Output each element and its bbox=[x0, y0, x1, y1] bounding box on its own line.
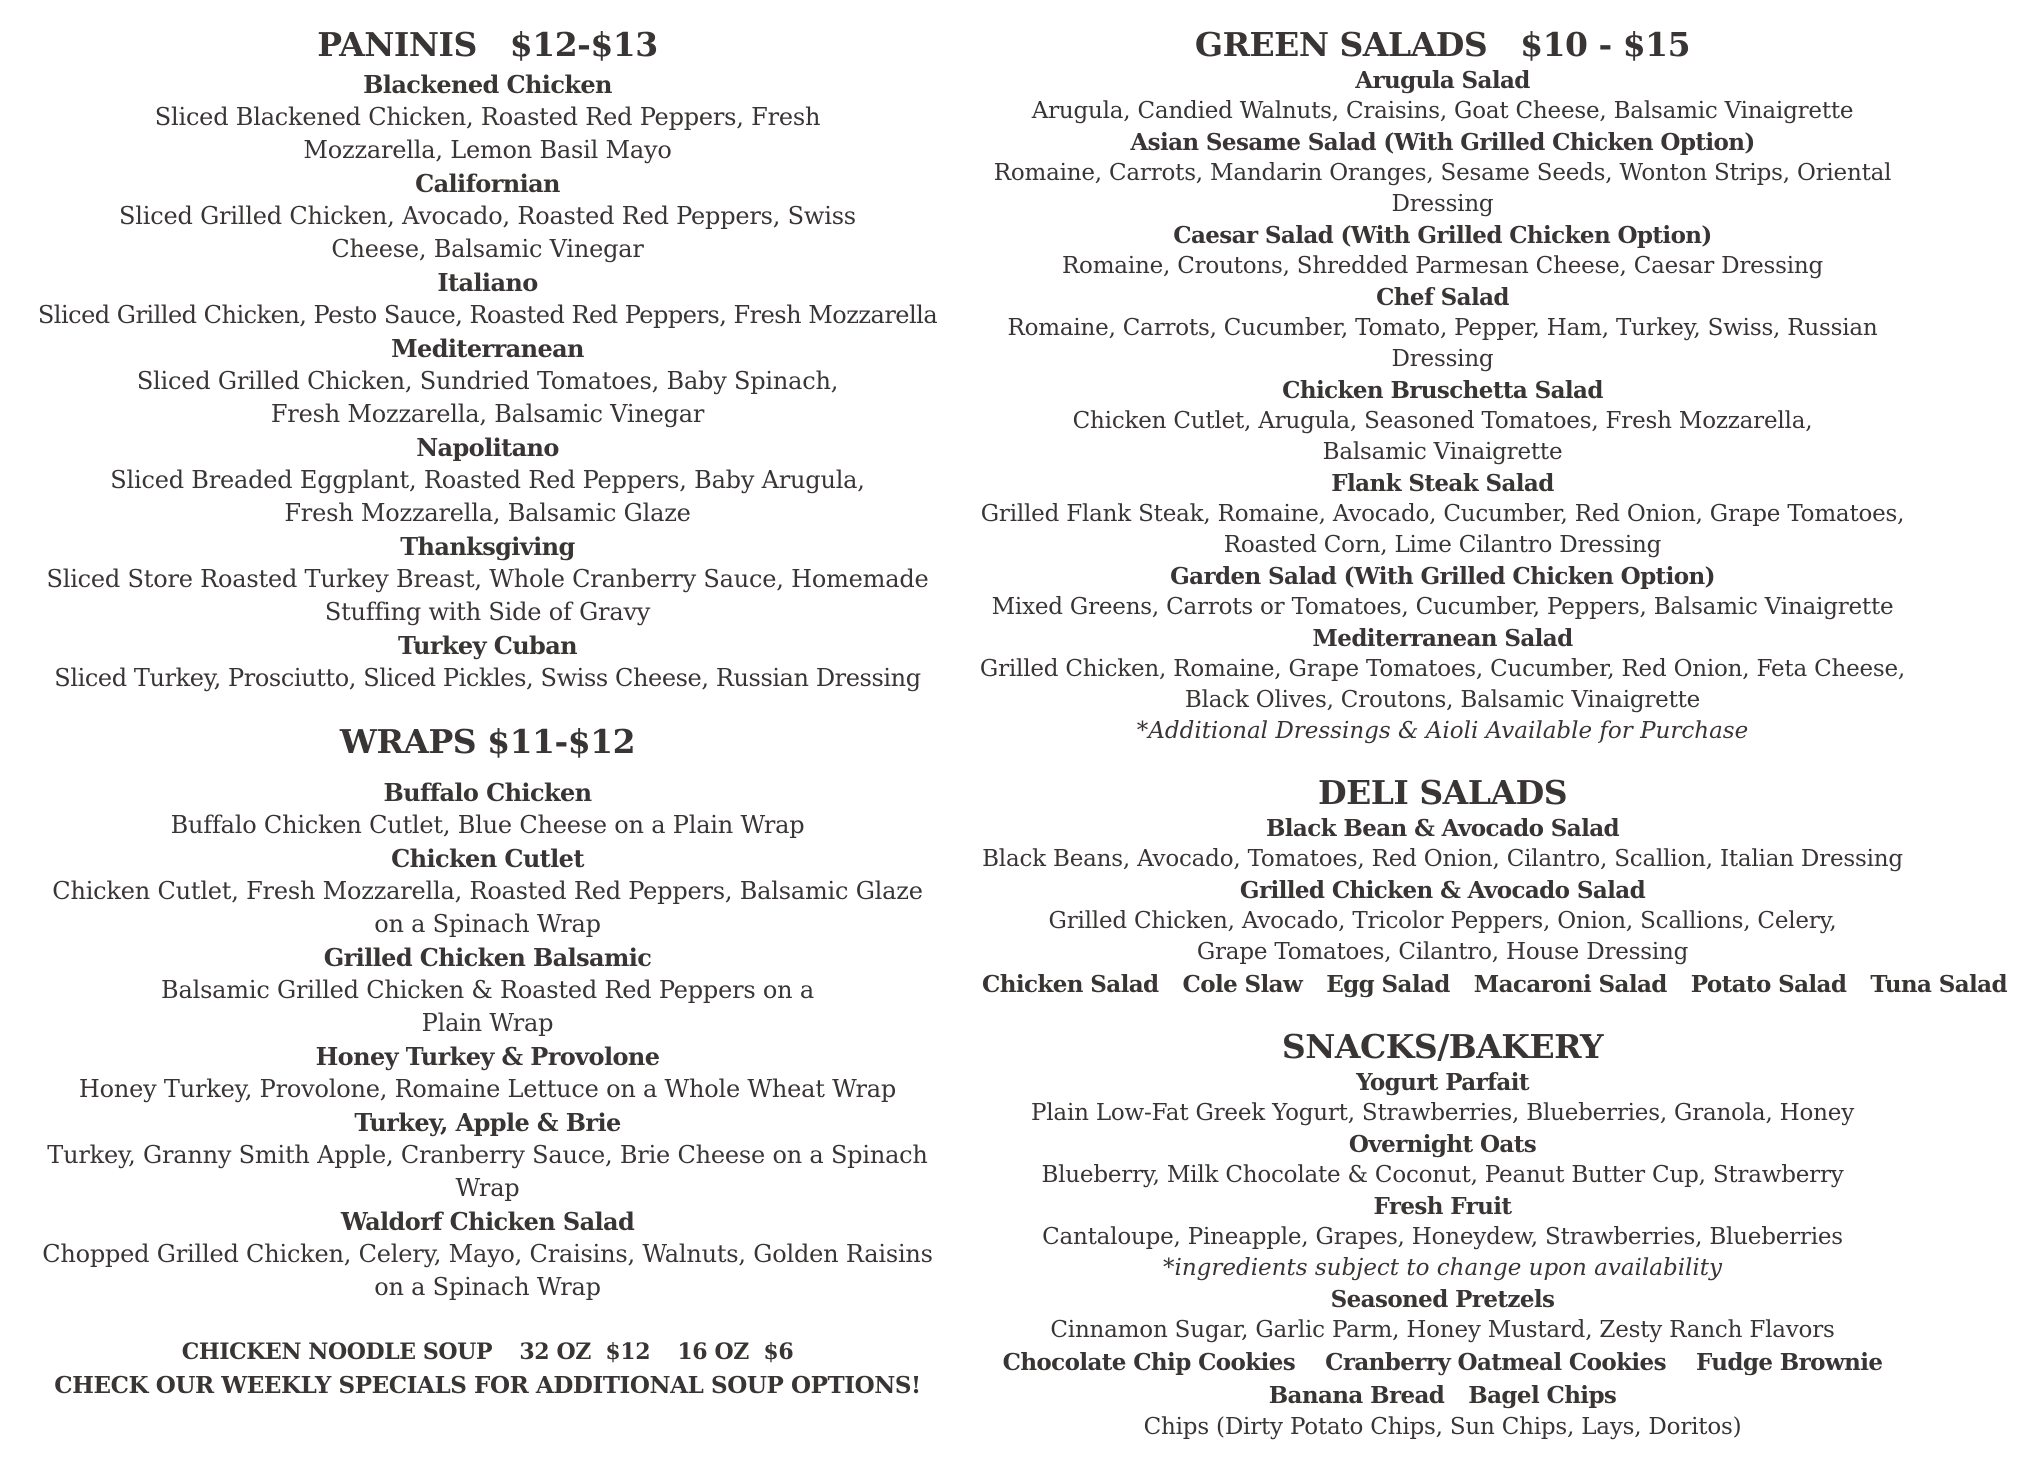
menu-item-name: Mediterranean bbox=[391, 334, 584, 363]
menu-item-name: Chicken Cutlet bbox=[391, 844, 584, 873]
menu-item-name: Blackened Chicken bbox=[363, 70, 612, 99]
green-salads-title: GREEN SALADS $10 - $15 bbox=[1194, 25, 1691, 64]
deli-extra-item: Egg Salad bbox=[1326, 971, 1450, 998]
soup-size-small: 16 OZ $6 bbox=[677, 1339, 794, 1365]
menu-item-name: Thanksgiving bbox=[400, 532, 575, 561]
menu-item-desc: Grilled Chicken, Avocado, Tricolor Peppers, Onion, Scallions, Celery, Grape Tomatoes, Cilantro, House Dressing bbox=[1048, 908, 1837, 965]
menu-item-name: Napolitano bbox=[416, 433, 559, 462]
menu-item-desc: Sliced Turkey, Prosciutto, Sliced Pickles, Swiss Cheese, Russian Dressing bbox=[54, 664, 921, 692]
menu-item-desc: Cantaloupe, Pineapple, Grapes, Honeydew, Strawberries, Blueberries bbox=[1042, 1224, 1843, 1250]
soup-section bbox=[30, 1335, 945, 1403]
dressings-note: *Additional Dressings & Aioli Available for Purchase bbox=[1136, 718, 1749, 744]
menu-item-desc: Sliced Blackened Chicken, Roasted Red Peppers, Fresh Mozzarella, Lemon Basil Mayo bbox=[154, 103, 821, 164]
menu-item-desc: Romaine, Croutons, Shredded Parmesan Cheese, Caesar Dressing bbox=[1061, 253, 1824, 279]
menu-item-desc: Romaine, Carrots, Mandarin Oranges, Sesame Seeds, Wonton Strips, Oriental Dressing bbox=[993, 160, 1892, 217]
menu-item-desc: Sliced Grilled Chicken, Pesto Sauce, Roasted Red Peppers, Fresh Mozzarella bbox=[37, 301, 938, 329]
menu-item-desc: Blueberry, Milk Chocolate & Coconut, Peanut Butter Cup, Strawberry bbox=[1041, 1162, 1844, 1188]
menu-item-desc: Honey Turkey, Provolone, Romaine Lettuce on a Whole Wheat Wrap bbox=[78, 1075, 897, 1103]
wraps-section bbox=[30, 722, 945, 1304]
soup-size-large: 32 OZ $12 bbox=[519, 1339, 651, 1365]
menu-item-desc: Grilled Flank Steak, Romaine, Avocado, Cucumber, Red Onion, Grape Tomatoes, Roasted Corn, Lime Cilantro Dressing bbox=[980, 501, 1905, 558]
menu-item-name: Grilled Chicken & Avocado Salad bbox=[1239, 877, 1646, 904]
bakery-row bbox=[970, 1379, 1915, 1412]
menu-item-desc: Balsamic Grilled Chicken & Roasted Red Peppers on a Plain Wrap bbox=[161, 976, 814, 1037]
paninis-title: PANINIS $12-$13 bbox=[317, 25, 658, 64]
menu-item-desc: Chicken Cutlet, Arugula, Seasoned Tomatoes, Fresh Mozzarella, Balsamic Vinaigrette bbox=[1072, 408, 1813, 465]
paninis-section bbox=[30, 25, 945, 695]
deli-extra-item: Cole Slaw bbox=[1182, 971, 1303, 998]
menu-item-desc: Sliced Store Roasted Turkey Breast, Whole Cranberry Sauce, Homemade Stuffing with Side of Gravy bbox=[46, 565, 929, 626]
bakery-item: Fudge Brownie bbox=[1695, 1349, 1883, 1376]
menu-item-desc: Chicken Cutlet, Fresh Mozzarella, Roasted Red Peppers, Balsamic Glaze on a Spinach Wrap bbox=[52, 877, 923, 938]
menu-item-name: Mediterranean Salad bbox=[1312, 625, 1573, 652]
deli-extra-item: Macaroni Salad bbox=[1473, 971, 1667, 998]
fruit-note: *ingredients subject to change upon availability bbox=[1162, 1255, 1723, 1281]
bakery-row bbox=[970, 1346, 1915, 1379]
bakery-item: Chocolate Chip Cookies bbox=[1002, 1349, 1296, 1376]
soup-name: CHICKEN NOODLE SOUP bbox=[181, 1339, 493, 1365]
menu-item-desc: Sliced Grilled Chicken, Sundried Tomatoes, Baby Spinach, Fresh Mozzarella, Balsamic Vinegar bbox=[136, 367, 839, 428]
deli-salads-section bbox=[970, 773, 2007, 1001]
menu-item-name: Chicken Bruschetta Salad bbox=[1282, 377, 1603, 404]
menu-item-desc: Sliced Grilled Chicken, Avocado, Roasted Red Peppers, Swiss Cheese, Balsamic Vinegar bbox=[119, 202, 856, 263]
menu-item-name: Garden Salad (With Grilled Chicken Option) bbox=[1170, 563, 1715, 590]
wraps-title: WRAPS $11-$12 bbox=[339, 722, 636, 761]
menu-item-desc: Mixed Greens, Carrots or Tomatoes, Cucumber, Peppers, Balsamic Vinaigrette bbox=[991, 594, 1894, 620]
menu-item-name: Seasoned Pretzels bbox=[1330, 1286, 1555, 1313]
menu-item-desc: Turkey, Granny Smith Apple, Cranberry Sauce, Brie Cheese on a Spinach Wrap bbox=[47, 1141, 928, 1202]
menu-item-desc: Arugula, Candied Walnuts, Craisins, Goat Cheese, Balsamic Vinaigrette bbox=[1031, 98, 1854, 124]
deli-salads-title: DELI SALADS bbox=[1317, 773, 1568, 812]
menu-item-desc: Grilled Chicken, Romaine, Grape Tomatoes, Cucumber, Red Onion, Feta Cheese, Black Olives, Croutons, Balsamic Vinaigrette bbox=[979, 656, 1906, 713]
menu-item-name: Italiano bbox=[437, 268, 538, 297]
menu-item-desc: Black Beans, Avocado, Tomatoes, Red Onion, Cilantro, Scallion, Italian Dressing bbox=[982, 846, 1903, 872]
menu-item-desc: Cinnamon Sugar, Garlic Parm, Honey Mustard, Zesty Ranch Flavors bbox=[1050, 1317, 1835, 1343]
menu-item-name: Black Bean & Avocado Salad bbox=[1265, 815, 1620, 842]
menu-item-desc: Chopped Grilled Chicken, Celery, Mayo, Craisins, Walnuts, Golden Raisins on a Spinach Wrap bbox=[42, 1240, 933, 1301]
menu-item-name: Turkey, Apple & Brie bbox=[354, 1108, 621, 1137]
bakery-item: Cranberry Oatmeal Cookies bbox=[1325, 1349, 1666, 1376]
menu-item-name: Californian bbox=[415, 169, 560, 198]
deli-extra-item: Tuna Salad bbox=[1870, 971, 2007, 998]
menu-item-desc: Buffalo Chicken Cutlet, Blue Cheese on a Plain Wrap bbox=[170, 811, 805, 839]
bakery-item: Banana Bread bbox=[1268, 1382, 1445, 1409]
menu-item-name: Caesar Salad (With Grilled Chicken Option) bbox=[1173, 222, 1712, 249]
menu-item-name: Fresh Fruit bbox=[1373, 1193, 1512, 1220]
deli-extras-row bbox=[970, 968, 2007, 1001]
soup-specials: CHECK OUR WEEKLY SPECIALS FOR ADDITIONAL SOUP OPTIONS! bbox=[54, 1372, 921, 1399]
menu-item-name: Yogurt Parfait bbox=[1356, 1069, 1529, 1096]
menu-item-name: Chef Salad bbox=[1376, 284, 1509, 311]
menu-item-name: Honey Turkey & Provolone bbox=[315, 1042, 660, 1071]
menu-item-desc: Plain Low-Fat Greek Yogurt, Strawberries, Blueberries, Granola, Honey bbox=[1031, 1100, 1854, 1126]
menu-item-name: Overnight Oats bbox=[1348, 1131, 1537, 1158]
bakery-item: Bagel Chips bbox=[1468, 1382, 1617, 1409]
menu-item-name: Turkey Cuban bbox=[397, 631, 578, 660]
deli-extra-item: Chicken Salad bbox=[982, 971, 1159, 998]
menu-item-name: Grilled Chicken Balsamic bbox=[323, 943, 652, 972]
menu-item-name: Waldorf Chicken Salad bbox=[340, 1207, 635, 1236]
menu-item-name: Arugula Salad bbox=[1355, 67, 1530, 94]
soup-line bbox=[30, 1335, 945, 1369]
snacks-section bbox=[970, 1027, 1915, 1443]
deli-extra-item: Potato Salad bbox=[1690, 971, 1847, 998]
snacks-title: SNACKS/BAKERY bbox=[1281, 1027, 1604, 1066]
menu-item-desc: Sliced Breaded Eggplant, Roasted Red Peppers, Baby Arugula, Fresh Mozzarella, Balsamic Glaze bbox=[110, 466, 865, 527]
chips-line: Chips (Dirty Potato Chips, Sun Chips, Lays, Doritos) bbox=[1143, 1414, 1742, 1440]
menu-item-name: Buffalo Chicken bbox=[383, 778, 592, 807]
menu-item-name: Flank Steak Salad bbox=[1331, 470, 1554, 497]
menu-item-desc: Romaine, Carrots, Cucumber, Tomato, Pepper, Ham, Turkey, Swiss, Russian Dressing bbox=[1007, 315, 1878, 372]
menu-item-name: Asian Sesame Salad (With Grilled Chicken Option) bbox=[1130, 129, 1755, 156]
green-salads-section bbox=[970, 25, 1915, 747]
